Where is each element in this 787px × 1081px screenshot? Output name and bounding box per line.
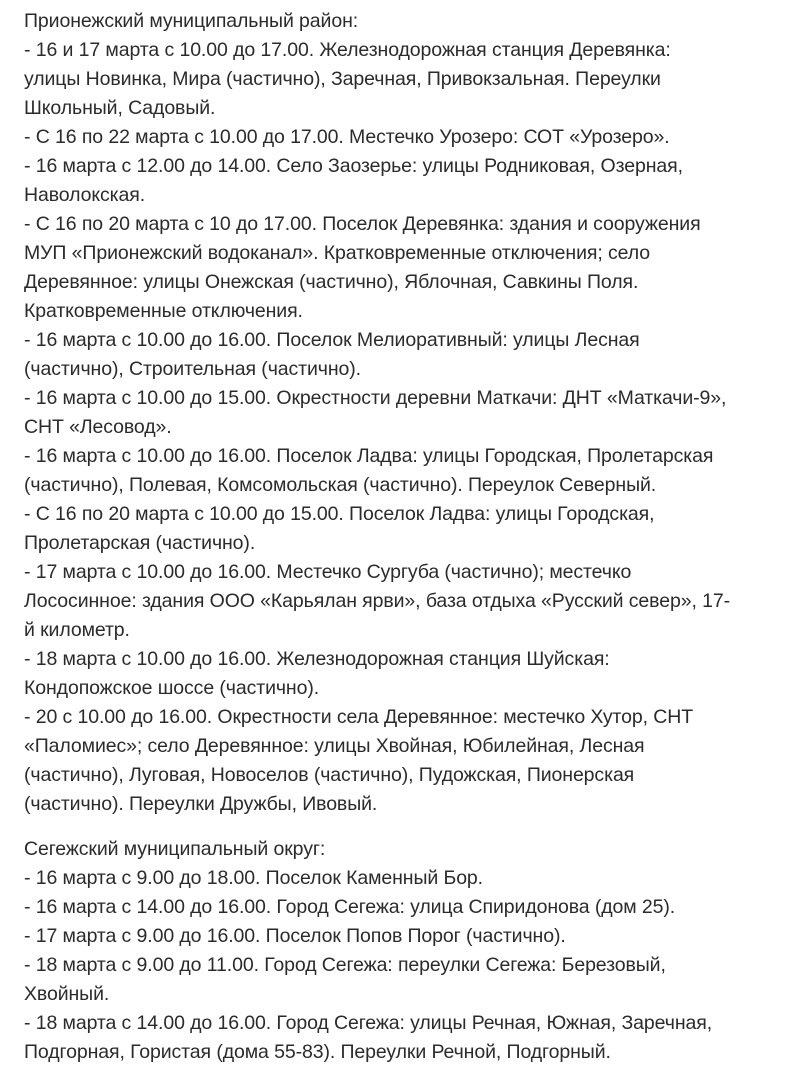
text-line: - 16 марта с 10.00 до 15.00. Окрестности деревни Маткачи: ДНТ «Маткачи-9», <box>24 387 727 409</box>
text-line: Кратковременные отключения. <box>24 300 303 322</box>
text-line: Подгорная, Гористая (дома 55-83). Переулки Речной, Подгорный. <box>24 1041 611 1063</box>
text-line: - 18 марта с 9.00 до 11.00. Город Сегежа: переулки Сегежа: Березовый, <box>24 954 666 976</box>
text-line: (частично), Строительная (частично). <box>24 358 361 380</box>
text-line: - 18 марта с 14.00 до 16.00. Город Сегежа: улицы Речная, Южная, Заречная, <box>24 1012 713 1034</box>
text-line: - 16 и 17 марта с 10.00 до 17.00. Железнодорожная станция Деревянка: <box>24 39 671 61</box>
section-heading: Прионежский муниципальный район: <box>24 10 359 32</box>
text-line: - 18 марта с 10.00 до 16.00. Железнодорожная станция Шуйская: <box>24 648 610 670</box>
text-line: «Паломиес»; село Деревянное: улицы Хвойная, Юбилейная, Лесная <box>24 735 645 757</box>
text-line: - 16 марта с 12.00 до 14.00. Село Заозерье: улицы Родниковая, Озерная, <box>24 155 683 177</box>
text-line: - 20 с 10.00 до 16.00. Окрестности села Деревянное: местечко Хутор, СНТ <box>24 706 694 728</box>
text-line: улицы Новинка, Мира (частично), Заречная, Привокзальная. Переулки <box>24 68 661 90</box>
text-line: - 17 марта с 9.00 до 16.00. Поселок Попов Порог (частично). <box>24 925 566 947</box>
text-line: - 16 марта с 10.00 до 16.00. Поселок Ладва: улицы Городская, Пролетарская <box>24 445 714 467</box>
text-line: Кондопожское шоссе (частично). <box>24 677 320 699</box>
text-line: Пролетарская (частично). <box>24 532 256 554</box>
text-line: Наволокская. <box>24 184 146 206</box>
text-line: - С 16 по 20 марта с 10.00 до 15.00. Поселок Ладва: улицы Городская, <box>24 503 655 525</box>
text-line: - С 16 по 22 марта с 10.00 до 17.00. Местечко Урозеро: СОТ «Урозеро». <box>24 126 670 148</box>
section-heading: Сегежский муниципальный округ: <box>24 838 326 860</box>
text-line: - 16 марта с 9.00 до 18.00. Поселок Каменный Бор. <box>24 867 483 889</box>
section-prionezhsky <box>24 7 775 819</box>
text-line: МУП «Прионежский водоканал». Кратковременные отключения; село <box>24 242 650 264</box>
text-line: (частично). Переулки Дружбы, Ивовый. <box>24 793 378 815</box>
text-line: Лососинное: здания ООО «Карьялан ярви», база отдыха «Русский север», 17- <box>24 590 730 612</box>
text-line: Деревянное: улицы Онежская (частично), Яблочная, Савкины Поля. <box>24 271 639 293</box>
text-line: - С 16 по 20 марта с 10 до 17.00. Поселок Деревянка: здания и сооружения <box>24 213 701 235</box>
text-line: - 17 марта с 10.00 до 16.00. Местечко Сургуба (частично); местечко <box>24 561 632 583</box>
text-line: - 16 марта с 14.00 до 16.00. Город Сегежа: улица Спиридонова (дом 25). <box>24 896 676 918</box>
text-line: СНТ «Лесовод». <box>24 416 172 438</box>
text-line: Школьный, Садовый. <box>24 97 216 119</box>
text-line: (частично), Полевая, Комсомольская (частично). Переулок Северный. <box>24 474 657 496</box>
text-line: (частично), Луговая, Новоселов (частично), Пудожская, Пионерская <box>24 764 635 786</box>
section-segezhsky <box>24 835 775 1067</box>
text-line: - 16 марта с 10.00 до 16.00. Поселок Мелиоративный: улицы Лесная <box>24 329 640 351</box>
text-line: й километр. <box>24 619 130 641</box>
text-line: Хвойный. <box>24 983 110 1005</box>
